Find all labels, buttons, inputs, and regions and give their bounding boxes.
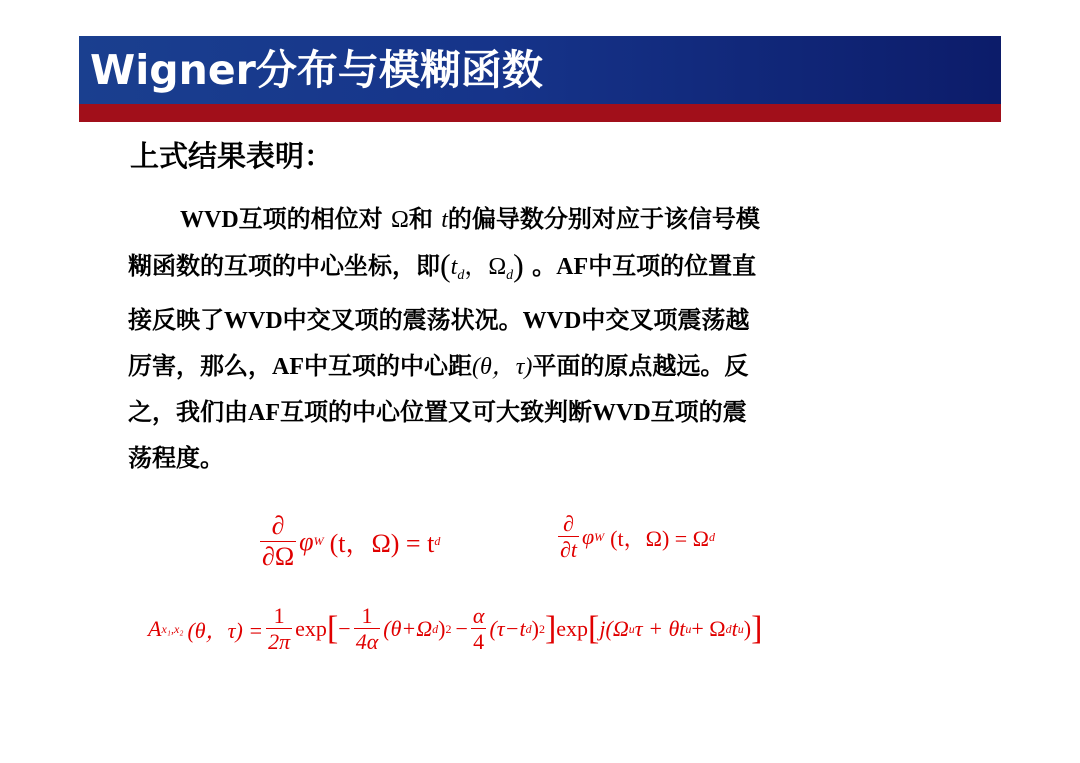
body-paragraph: [128, 197, 948, 481]
theta-tau-plane-math: (θ，τ): [472, 354, 533, 380]
fraction-d-dt: $\frac{\partial}{\partial t}$: [560, 511, 577, 563]
fraction-alpha-over-4: $\frac{\alpha}{4}$: [472, 603, 485, 655]
subheading: 上式结果表明：: [130, 139, 334, 173]
title-accent-stripe: [79, 104, 1001, 122]
paragraph-line-6: 荡程度。: [128, 444, 224, 472]
center-coordinate-math: ($t_d$，$\Omega_d$): [440, 247, 524, 283]
paragraph-line-2: 糊函数的互项的中心坐标，即($t_d$，$\Omega_d$) 。AF中互项的位置直: [128, 247, 757, 283]
paragraph-line-3: 接反映了WVD中交叉项的震荡状况。WVD中交叉项震荡越: [128, 306, 750, 334]
paragraph-line-1: WVD互项的相位对 Ω和 t的偏导数分别对应于该信号模: [180, 205, 760, 233]
formula-ambiguity-cross-term: A x₁,x₂ (θ，τ) = $\frac{1}{2\pi}$ exp [ − $\frac{1}{4\alpha}$ (θ+Ω d ) 2 − $\frac{\alpha}{4}$ (τ−t d ) 2 ] exp [ j (Ω u τ + θt u + Ω d t u ) ]: [148, 603, 763, 655]
fraction-1-over-4alpha: $\frac{1}{4\alpha}$: [355, 603, 379, 655]
slide-title: Wigner分布与模糊函数: [90, 46, 543, 94]
paragraph-line-5: 之，我们由AF互项的中心位置又可大致判断WVD互项的震: [128, 398, 747, 426]
fraction-1-over-2pi: $\frac{1}{2\pi}$: [268, 603, 291, 655]
formula-partial-t: $\frac{\partial}{\partial t}$ φ W (t，Ω) = Ω d: [560, 511, 716, 563]
fraction-d-dOmega: $\frac{\partial}{\partial\Omega}$: [262, 511, 295, 571]
formula-partial-omega: $\frac{\partial}{\partial\Omega}$ φ W (t，Ω) = t d: [262, 511, 441, 571]
paragraph-line-4: 厉害，那么，AF中互项的中心距(θ，τ)平面的原点越远。反: [128, 352, 749, 380]
